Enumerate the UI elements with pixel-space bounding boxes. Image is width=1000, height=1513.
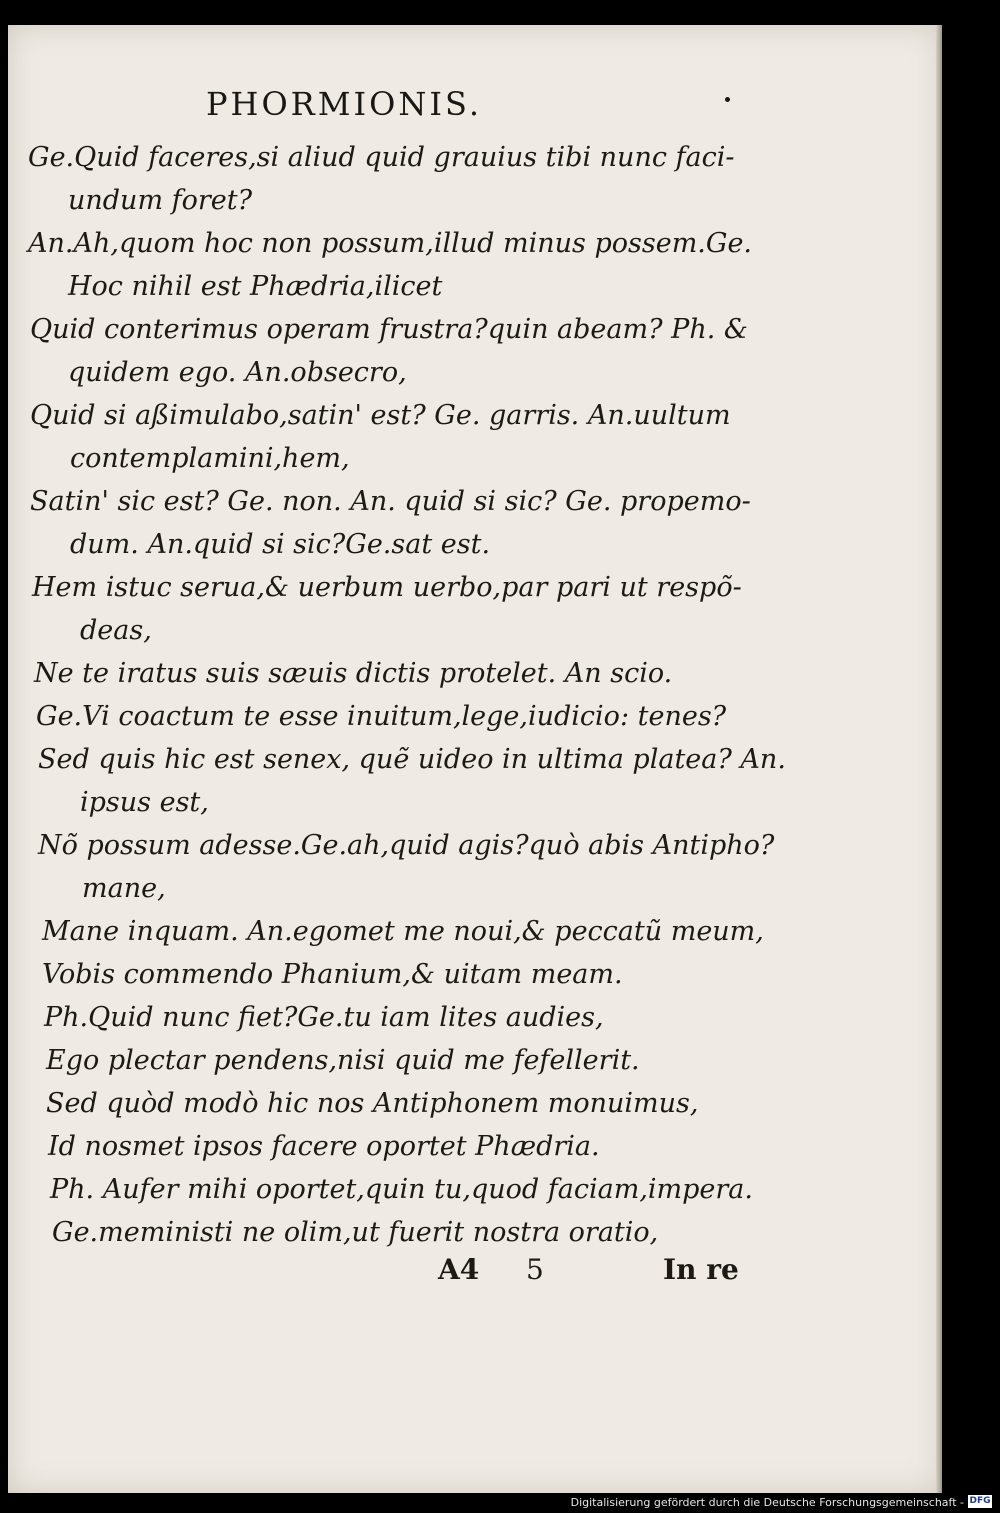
text-line: Sed quòd modò hic nos Antiphonem monuimus, [46,1088,699,1119]
text-line: Ph. Aufer mihi oportet,quin tu,quod faciam,impera. [50,1174,753,1205]
text-line: quidem ego. An.obsecro, [68,357,407,388]
text-line: contemplamini,hem, [70,443,350,474]
text-line: Ph.Quid nunc fiet?Ge.tu iam lites audies, [44,1002,604,1033]
text-line: Hem istuc serua,& uerbum uerbo,par pari ut respõ- [32,572,742,603]
text-line: Hoc nihil est Phædria,ilicet [68,271,443,302]
text-line: Ge.meministi ne olim,ut fuerit nostra oratio, [52,1217,659,1248]
digitization-credit: Digitalisierung gefördert durch die Deutsche Forschungsgemeinschaft - [570,1496,964,1509]
catchword: In re [663,1253,739,1286]
running-head: PHORMIONIS. [206,85,482,123]
signature-number: 5 [526,1253,544,1286]
dfg-logo: DFG [969,1496,991,1506]
text-line: Ego plectar pendens,nisi quid me fefellerit. [46,1045,640,1076]
text-line: Id nosmet ipsos facere oportet Phædria. [48,1131,600,1162]
book-page [8,25,942,1493]
text-line: undum foret? [68,185,253,216]
text-line: deas, [80,615,152,646]
text-line: Satin' sic est? Ge. non. An. quid si sic? Ge. propemo- [30,486,751,517]
text-line: An.Ah,quom hoc non possum,illud minus possem.Ge. [28,228,753,259]
text-line: Ge.Quid faceres,si aliud quid grauius tibi nunc faci- [28,142,735,173]
text-line: Quid conterimus operam frustra?quin abeam? Ph. & [30,314,748,345]
text-line: Ne te iratus suis sæuis dictis protelet. An scio. [34,658,673,689]
text-line: Nõ possum adesse.Ge.ah,quid agis?quò abis Antipho? [38,830,775,861]
text-line: Quid si aßimulabo,satin' est? Ge. garris. An.uultum [30,400,731,431]
text-line: ipsus est, [80,787,209,818]
text-line: Ge.Vi coactum te esse inuitum,lege,iudicio: tenes? [36,701,727,732]
text-line: Sed quis hic est senex, quẽ uideo in ultima platea? An. [38,744,786,775]
text-line: Mane inquam. An.egomet me noui,& peccatũ meum, [42,916,764,947]
signature-mark: A4 [438,1253,480,1286]
text-line: mane, [82,873,166,904]
text-line: dum. An.quid si sic?Ge.sat est. [70,529,491,560]
ink-dot [725,97,730,102]
text-line: Vobis commendo Phanium,& uitam meam. [42,959,623,990]
